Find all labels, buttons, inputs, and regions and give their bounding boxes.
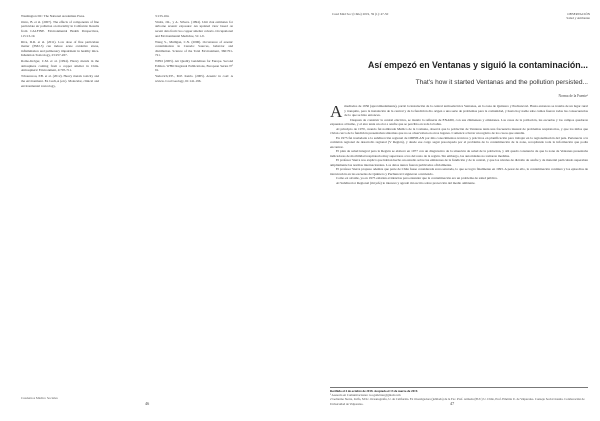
reference-item: Wang S., Mulligan, C.N. (2006). Occurrence of arsenic contamination in Canada: Sources, behavior and distribution. Science of the Total Environment, 366:701-721.: [155, 39, 233, 58]
body-paragraph: Como ex alcalde, ya en 1975 existían evidencias para entender que la contaminación era un problema de salud pública.: [336, 176, 498, 181]
footnotes: [330, 389, 588, 406]
references-column-2: [155, 14, 233, 85]
reference-item: Yudovich,Y.E., M.P. Ketris. (2005). Arsenic in coal: A review. Coal Geology, 61:141-196.: [155, 74, 233, 83]
section-header: [566, 12, 590, 21]
body-paragraph: El plan de salud integral para la Región se elaboró en 1977 con un diagnóstico de la situación de salud de la población, y allí quedó constancia de que la zona de Ventanas presentaba indicadores de morbilidad respiratoria muy superiores a los del resto de la región. Sin embargo, las autoridades no tomaron medidas.: [330, 149, 588, 158]
section-label: OBSERVACIÓN: [567, 12, 590, 16]
reference-item: Romo-Kröger, C.M. et al. (1994). Heavy metals in the atmosphere coming from a copper smelter in Chile. Atmospheric Environment, 4:705-711.: [21, 59, 99, 73]
reference-item: Vinitz, J.R., y A. Silvers. (1994). Unit risk estimates for airborne arsenic exposure: An updated view based on recent data from two copper smelter cohorts. Occupational and Environmental Medicine, 51:1-9.: [155, 19, 233, 38]
footnote-1: ¹ Asesoría en Comunicaciones: n.a.gutiérrez@gmail.com: [330, 393, 401, 398]
journal-citation-header: Cuad Méd Soc (Chile) 2019, 59 (1): 47-50: [332, 12, 389, 16]
body-paragraph: En 1975 fui trasladada a la subdirección regional de ODEPLAN por mis conocimientos técnicos y prácticos en planificación para trabajar en la regionalización del país. Pertenecía a la comisión regional de desarrollo regional (V Región), y desde ese cargo seguí preocupada por el problema de la contaminación de la zona, recopilando toda la información que podía encontrar.: [330, 135, 588, 149]
article-title: Así empezó en Ventanas y siguió la contaminación...: [368, 60, 588, 70]
reference-item: Washington DC: The National Academies Press.: [21, 14, 85, 18]
reference-item: Tchounwou, P.B. et al. (2012). Heavy metals toxicity and the environment. En Luch,A (ed.). Molecular, clinical and environmental toxicology,: [21, 74, 99, 88]
body-paragraph: Al principio de 1970, cuando fui nombrada Médico de la Comuna, observé que la población de Ventanas tenía una frecuencia inusual de problemas respiratorios, y que los niños que vivían cerca de la fundición presentaban síntomas que no se observaban en otros lugares. Comencé a llevar un registro de los casos que atendía.: [330, 126, 588, 136]
reference-item: WHO (2005). Air Quality Guidelines for Europe. Second Edition. WHO Regional Publications, European Series N° 91.: [155, 59, 233, 73]
section-sublabel: Salud y Ambiente: [566, 16, 590, 21]
reference-item: 3:133-164.: [155, 14, 170, 18]
body-paragraph: El profesor Sierra nos explicó que habían hecho un estudio sobre las emisiones de la fundición y de la central, y que los niveles de dióxido de azufre y de material particulado superaban ampliamente las normas internacionales. Los datos nunca fueron publicados oficialmente.: [330, 158, 588, 167]
reference-item: Ostro, B. et al. (2007). The effects of components of fine particulate air pollution on mortality in California: Results from CALFINE. Environmental Health Perspectives, 115:13-19.: [21, 19, 99, 38]
article-body: [330, 104, 588, 185]
page-number-left: 46: [145, 401, 150, 406]
page-number-right: 47: [450, 401, 455, 406]
body-paragraph: Al Subdirector Regional (mi jefe) le interesó y agradó mi escrito sobre protección del medio ambiente.: [336, 180, 476, 185]
body-paragraph: Amediados de 1956 (aproximadamente), partió la instalación de la central termoeléctrica Ventanas, en la zona de Quintero y Puchuncaví. Hasta entonces se trataba de un lugar rural y tranquilo, pero la instalación de la central y de la fundición dio origen a una serie de problemas para la comunidad, y hasta hoy nadie sabe cuáles fueron todas las consecuencias de lo que se hizo entonces.: [330, 102, 588, 121]
footnote-divider: [330, 387, 588, 388]
reference-item: Riva, D.R. et al. (2011). Low dose of fine particulate matter (PM2.5) can induce acute oxidative stress, inflammation and pulmonary impairment in healthy mice. Inhalation Toxicology, 23:257-267.: [21, 39, 99, 58]
references-column-1: [21, 14, 99, 89]
body-paragraph: El profesor Sierra propuso además que parte de Chile fuese considerada zona saturada, lo que se logró finalmente en 1993. A pesar de ello, la contaminación continuó y los episodios de intoxicación en las escuelas de Quintero y Puchuncaví siguieron ocurriendo.: [330, 167, 588, 176]
article-subtitle: That's how it started Ventanas and the pollution persisted...: [415, 79, 588, 86]
footnote-dates: Recibido el 4 de octubre de 2018. Aceptado el 13 de marzo de 2019.: [330, 389, 419, 393]
right-page: [300, 0, 600, 421]
body-paragraph: Después de construir la central eléctrica, se instaló la refinería de ENAMI, con sus chimeneas y emisiones. Las casas de la población, las escuelas y los campos quedaron expuestos al humo, y el aire tenía un olor a azufre que se percibía en toda la bahía.: [330, 117, 588, 127]
journal-footer: Cuadernos Médico Sociales: [21, 396, 58, 400]
footnote-2: 2 Gobierno Sierra, Zolfa, M.Sc. Oceanografía, U. de California. Ex investigadora (jubilada) de la Fac. Prof. Armada (PUC) U. Chile, Prof. Emérita U. de Valparaíso. Consejo Social Jesuita. Colaboración de Universidad de Valparaíso.: [330, 397, 585, 406]
drop-cap: A: [330, 102, 343, 121]
article-author: Norma de la Fuente¹: [558, 94, 588, 98]
